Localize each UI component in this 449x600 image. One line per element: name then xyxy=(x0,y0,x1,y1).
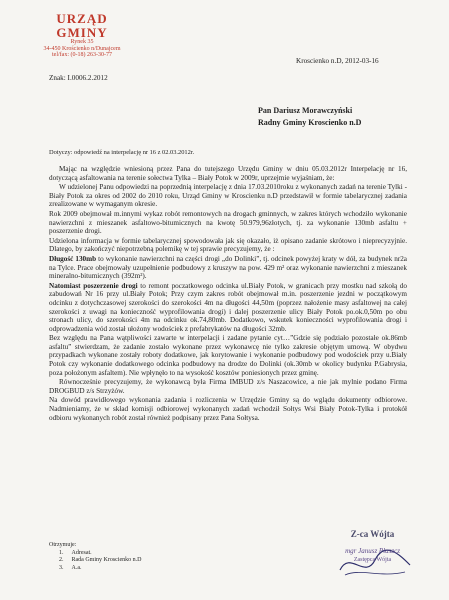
subject-line: Dotyczy: odpowiedź na interpelację nr 16 z 02.03.2012r. xyxy=(49,149,195,156)
office-stamp xyxy=(33,12,131,64)
stamp-title: URZĄD GMINY xyxy=(56,11,108,40)
reference-number: Znak: I.0006.2.2012 xyxy=(49,74,108,82)
signature-name: mgr Janusz Plaszcz xyxy=(345,547,400,555)
paragraph-1: Mając na względzie wniesioną przez Pana do tutejszego Urzędu Gminy w dniu 05.03.2012r Interpelację nr 16, dotyczącą asfaltowania na terenie sołectwa Tylka – Biały Potok w 2009r, uprzejmie wyjaśniam, że: xyxy=(49,165,407,182)
place-date: Kroscienko n.D, 2012-03-16 xyxy=(296,57,379,65)
paragraph-3: Rok 2009 obejmował m.innymi wykaz robót remontowych na drogach gminnych, w zakres których wchodziło wykonanie nawierzchni z mieszanek asfaltowo-bitumicznych na kwotę 50.979,96złotych, tj. za wykonanie 130mb asfaltu + poszerzenie drogi. xyxy=(49,209,407,236)
signature-block xyxy=(330,530,415,585)
paragraph-5-text: to wykonanie nawierzchni na części drogi „do Dolinki”, tj. odcinek powyżej kraty w dół, za budynek nr2a na Tylce. Prace obejmowały uzupełnienie podbudowy z kruszyw na pow. 429 m² oraz wykonanie nawierzchni z mieszanek mineralno-bitumicznych (392m²). xyxy=(49,254,407,281)
recipient-name: Pan Dariusz Morawczyński xyxy=(258,106,353,115)
paragraph-6 xyxy=(49,282,407,334)
recipient-title: Radny Gminy Kroscienko n.D xyxy=(258,118,362,127)
length-heading: Długość 130mb xyxy=(49,254,97,263)
list-item-number: 1. xyxy=(59,549,64,556)
stamp-city: 34-450 Krościenko n/Dunajcem xyxy=(43,45,121,52)
letter-body xyxy=(49,165,407,423)
signature-role: Zastępca Wójta xyxy=(353,557,392,563)
paragraph-8: Równocześnie precyzujemy, że wykonawcą była Firma IMBUD z/s Naszacowice, a nie jak mylnie podano Firma DROGBUD z/s Strzyżów. xyxy=(49,378,407,395)
paragraph-9: Na dowód prawidłowego wykonania zadania i rozliczenia w Urzędzie Gminy są do wglądu dokumenty odbiorowe. Nadmieniamy, że w skład komisji odbiorowej wykonanych zadań wchodził Sołtys Wsi Biały Potok-Tylka i protokół odbioru wykonanych robót został również podpisany przez Pana Sołtysa. xyxy=(49,396,407,422)
list-item-text: Adresat. xyxy=(71,549,92,556)
list-item-text: Rada Gminy Kroscienko n.D xyxy=(71,557,142,563)
list-item-text: A.a. xyxy=(71,564,82,571)
stamp-address: Rynek 35 xyxy=(70,39,94,46)
list-item-number: 2. xyxy=(59,557,64,563)
signature-title: Z-ca Wójta xyxy=(350,529,395,539)
list-item xyxy=(59,565,142,573)
paragraph-6-text: to remont poczatkowego odcinka ul.Biały Potok, w granicach przy mostku nad szkołą do zabudowań Nr 16 przy ul.Biały Potok; Przy czym zakres robót obejmował m.in. poszerzenie jezdni w początkowym odcinku z dotychczasowej szerokości do szerokości 4m na długości 44,50m (poprzez nałożenie masy asfaltowej na całej szerokości z uwagi na konieczność wyprofilowania drogi) i dalej poszerzenie ulicy Biały Potok po.ok.0,50m po obu stronach ulicy, do szerokości 4m na odcinku ok.74,80mb. Dodatkowo, wskutek konieczności wyprofilowania drogi i odprowadzenia wód został ułożony wodościek z prefabrykatów na długości 32mb. xyxy=(49,281,407,333)
paragraph-7: Bez względu na Pana wątpliwości zawarte w interpelacji i zadane pytanie cyt…”Gdzie się podziało pozostałe ok.86mb asfaltu” stwierdzam, że zadanie zostało wykonane przez wykonawcę nie tylko zakresie objętym umową. W obydwu przypadkach wykonane zostały roboty dodatkowe, jak korytowanie i wykonanie podbudowy pod wodościek przy u.Biały Potok czy wykonanie dodatkowego odcinka podbudowy na drodze do Dolinki (ok.30mb w okolicy budynku P.Gabrysia, poza położonym asfaltem). Nie wpłynęło to na wysokość kosztów poniesionych przez gminę. xyxy=(49,334,407,377)
recipients-heading: Otrzymuje: xyxy=(49,542,77,548)
stamp-phone: tel/fax: (0-18) 263-30-77 xyxy=(52,51,112,58)
paragraph-5 xyxy=(49,255,407,281)
list-item xyxy=(59,557,142,565)
recipients-list xyxy=(49,542,142,572)
list-item-number: 3. xyxy=(59,564,64,571)
paragraph-4: Udzielona informacja w formie tabelarycznej spowodowała jak się okazało, iż opisano zadanie skrótowo i nieprecyzyjnie. Dlatego, by zakończyć niepotrzebną polemikę w tej sprawie precyzujemy, że : xyxy=(49,236,407,254)
list-item xyxy=(59,550,142,558)
widening-heading: Natomiast poszerzenie drogi xyxy=(49,281,138,290)
paragraph-2: W udzielonej Panu odpowiedzi na poprzednią interpelację z dnia 17.03.2010roku z wykonanych zadań na terenie Tylki - Biały Potok za okres od 2002 do 2010 roku, Urząd Gminy w Kroscienku n.D przedstawił w formie tabelarycznej zadania zrealizowane w wymaganym okresie. xyxy=(49,183,407,209)
